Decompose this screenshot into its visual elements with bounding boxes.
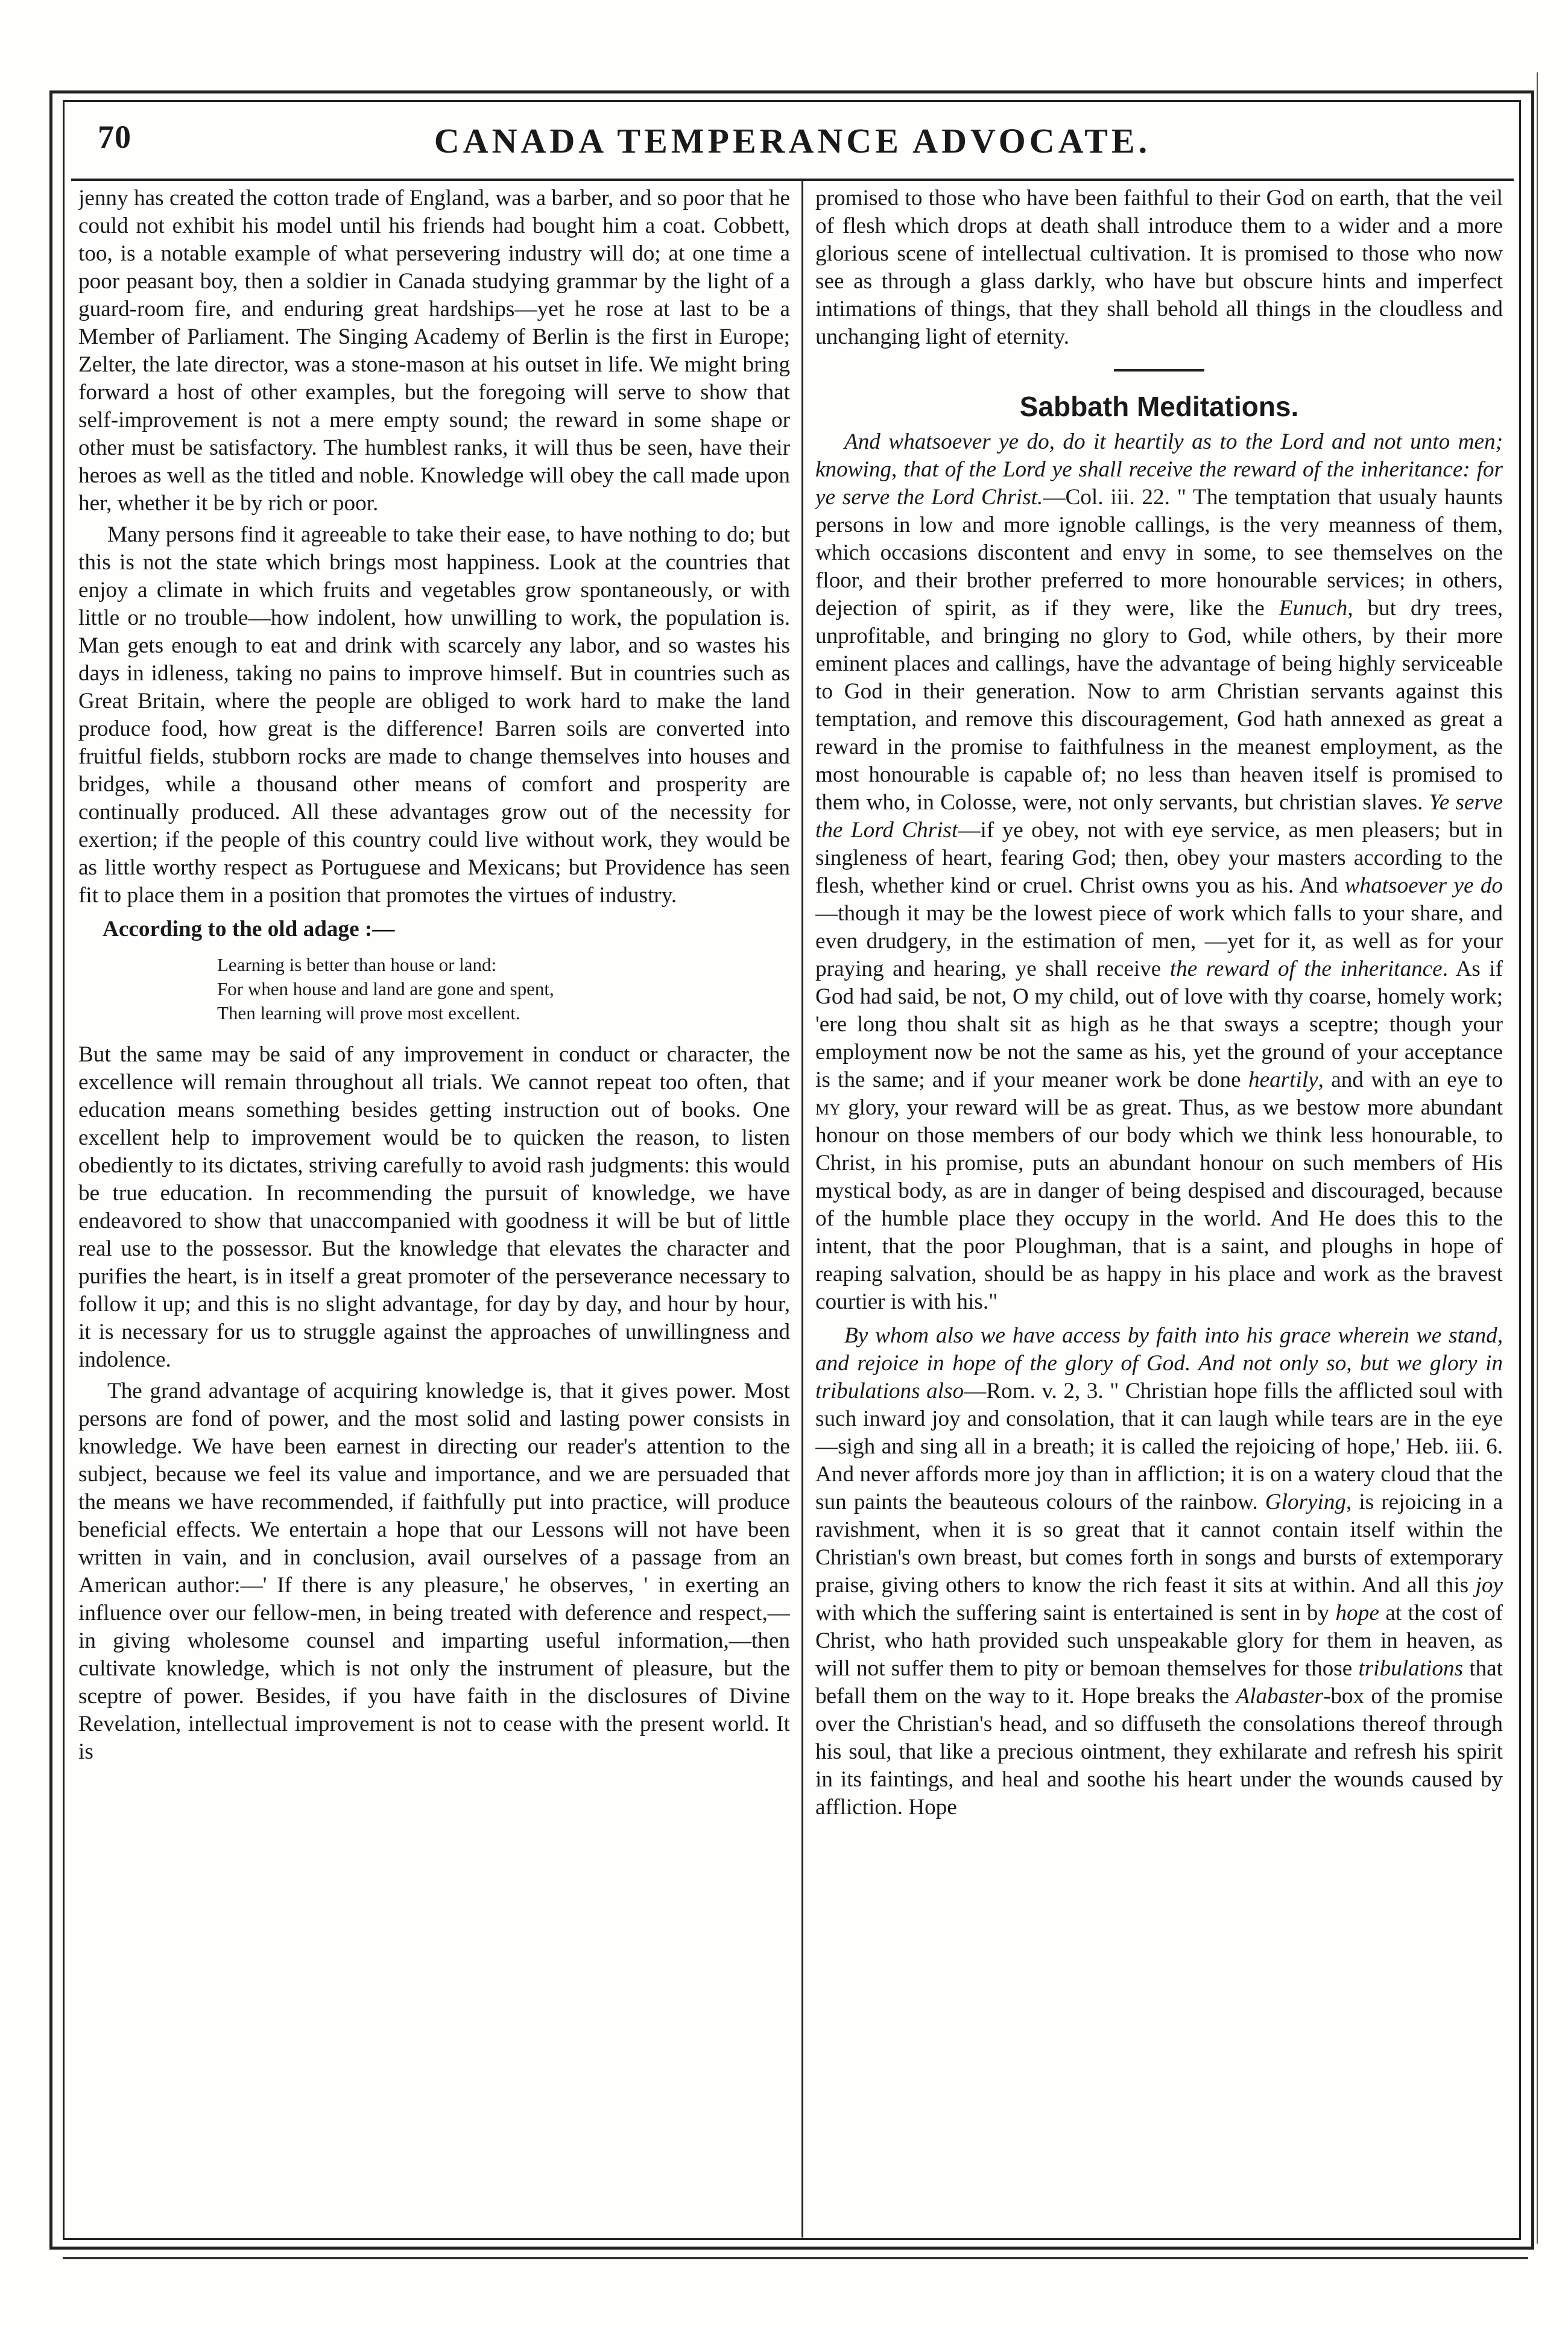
text-run: Glorying [1265, 1490, 1347, 1514]
text-run: " Christian hope fills the afflicted soul with such inward joy and consolation, that it can laugh while tears are in the eye —sigh and sing all in a breath; it is called the rejoicing of hope,' Heb. iii. 6. And never affords more joy than in affliction; it is on a watery cloud that the sun paints the beauteous colours of the rainbow. [815, 1379, 1503, 1514]
text-run: . As if God had said, be not, O my child, out of love with thy coarse, homely work; 'ere long thou shalt sit as high as he that sways a sceptre; though your employment now be not the same as his, yet the ground of your acceptance is the same; and if your meaner work be done [815, 957, 1503, 1092]
text-run: at the cost of Christ, who hath provided such unspeakable glory for them in heaven, as will not suffer them to pity or bemoan themselves for those [815, 1601, 1503, 1681]
section-divider [1114, 369, 1204, 372]
scripture-quote: And whatsoever ye do, do it heartily as to the Lord and not unto men; knowing, that of the Lord ye shall receive the reward of the inheritance: for ye serve the Lord Christ. [815, 429, 1503, 510]
paragraph: jenny has created the cotton trade of England, was a barber, and so poor that he could not exhibit his model until his friends had bought him a coat. Cobbett, too, is a notable example of what persevering industry will do; at one time a poor peasant boy, then a soldier in Canada studying grammar by the light of a guard-room fire, and enduring great hardships—yet he rose at last to be a Member of Parliament. The Singing Academy of Berlin is the first in Europe; Zelter, the late director, was a stone-mason at his outset in life. We might bring forward a host of other examples, but the foregoing will serve to show that self-improvement is not a mere empty sound; the reward in some shape or other must be satisfactory. The humblest ranks, it will thus be seen, have their heroes as well as the titled and noble. Knowledge will obey the call made upon her, whether it be by rich or poor. [78, 186, 790, 516]
text-run: tribulations [1358, 1656, 1464, 1681]
text-run: , and with an eye to [1318, 1068, 1503, 1092]
poem-line: Learning is better than house or land: [217, 954, 497, 975]
poem-line: Then learning will prove most excellent. [217, 1002, 520, 1023]
paragraph: But the same may be said of any improvement in conduct or character, the excellence will remain throughout all trials. We cannot repeat too often, that education means something besides getting instruction out of books. One excellent help to improvement would be to quicken the reason, to listen obediently to its dictates, striving carefully to avoid rash judgments: this would be true education. In recommending the pursuit of knowledge, we have endeavored to show that unaccompanied with goodness it will be but of little real use to the possessor. But the knowledge that elevates the character and purifies the heart, is in itself a great promoter of the perseverance necessary to follow it up; and this is no slight advantage, for day by day, and hour by hour, it is necessary for us to struggle against the approaches of unwillingness and indolence. [78, 1042, 790, 1372]
text-run: Ye serve the Lord Christ [815, 790, 1503, 843]
bottom-rule [63, 2257, 1528, 2259]
left-column [78, 185, 790, 2229]
section-title: Sabbath Meditations. [1019, 391, 1299, 422]
text-run: -box of the promise over the Christian's head, and so diffuseth the consolations thereof through his soul, that like a precious ointment, they exhilarate and refresh his spirit in its faintings, and heal and soothe his heart under the wounds caused by affliction. Hope [815, 1684, 1503, 1820]
text-run: that befall them on the way to it. Hope breaks the [815, 1656, 1503, 1709]
page-header [71, 110, 1514, 181]
text-run: heartily [1248, 1068, 1318, 1092]
text-run: the reward of the inheritance [1169, 957, 1443, 981]
poem-verse [217, 953, 790, 1025]
text-run: my [815, 1095, 841, 1120]
right-column [815, 185, 1503, 2229]
meditation-paragraph [815, 1322, 1503, 1821]
text-run: joy [1475, 1573, 1503, 1598]
text-run: Alabaster [1236, 1684, 1324, 1709]
text-run: —though it may be the lowest piece of work which falls to your share, and even drudgery, in the estimation of men, —yet for it, as well as for your praying and hearing, ye shall receive [815, 901, 1503, 981]
text-run: —if ye obey, not with eye service, as men pleasers; but in singleness of heart, fearing God; then, obey your masters according to the flesh, whether kind or cruel. Christ owns you as his. And [815, 818, 1503, 898]
text-run: Eunuch [1279, 596, 1348, 621]
text-run: with which the suffering saint is entertained is sent in by [815, 1601, 1336, 1625]
text-run: hope [1335, 1601, 1379, 1625]
text-run: , but dry trees, unprofitable, and bringing no glory to God, while others, by their more eminent places and callings, have the advantage of being highly serviceable to God in their generation. Now to arm Christian servants against this temptation, and remove this discouragement, God hath annexed as great a reward in the promise to faithfulness in the meanest employment, as the most honourable is capable of; no less than heaven itself is promised to them who, in Colosse, were, not only servants, but christian slaves. [815, 596, 1503, 815]
page-edge-shadow [1537, 72, 1556, 2244]
paragraph: Many persons find it agreeable to take their ease, to have nothing to do; but this is not the state which brings most happiness. Look at the countries that enjoy a climate in which fruits and vegetables grow spontaneously, or with little or no trouble—how indolent, how unwilling to work, the population is. Man gets enough to eat and drink with scarcely any labor, and so wastes his days in idleness, taking no pains to improve himself. But in countries such as Great Britain, where the people are obliged to work hard to make the land produce food, how great is the difference! Barren soils are converted into fruitful fields, stubborn rocks are made to change themselves into houses and bridges, while a thousand other means of comfort and prosperity are continually produced. All these advantages grow out of the necessity for exertion; if the people of this country could live without work, they would be as little worthy respect as Portuguese and Mexicans; but Providence has seen fit to place them in a position that promotes the virtues of industry. [78, 522, 790, 908]
meditation-paragraph [815, 428, 1503, 1316]
scripture-reference: —Rom. v. 2, 3. [964, 1379, 1104, 1403]
text-run: " The temptation that usualy haunts persons in low and more ignoble callings, is the very meanness of them, which occasions discontent and envy in some, to see themselves on the floor, and their brother preferred to more honourable services; in others, dejection of spirit, as if they were, like the [815, 485, 1503, 621]
text-run: whatsoever ye do [1344, 873, 1503, 898]
journal-title: CANADA TEMPERANCE ADVOCATE. [434, 121, 1151, 160]
column-divider [801, 181, 803, 2238]
text-run: glory, your reward will be as great. Thus, as we bestow more abundant honour on those members of our body which we think less honourable, to Christ, in his promise, puts an abundant honour on such members of His mystical body, as are in danger of being despised and discouraged, because of the humble place they occupy in the world. And He does this to the intent, that the poor Ploughman, that is a saint, and ploughs in hope of reaping salvation, should be as happy in his place and work as the bravest courtier is with his." [815, 1095, 1503, 1314]
paragraph: The grand advantage of acquiring knowledge is, that it gives power. Most persons are fond of power, and the most solid and lasting power consists in knowledge. We have been earnest in directing our reader's attention to the subject, because we feel its value and importance, and we are persuaded that the means we have recommended, if faithfully put into practice, will produce beneficial effects. We entertain a hope that our Lessons will not have been written in vain, and in conclusion, avail ourselves of a passage from an American author:—' If there is any pleasure,' he observes, ' in exerting an influence over our fellow-men, in being treated with deference and respect,—in giving wholesome counsel and imparting useful information,—then cultivate knowledge, which is not only the instrument of pleasure, but the sceptre of power. Besides, if you have faith in the disclosures of Divine Revelation, intellectual improvement is not to cease with the present world. It is [78, 1379, 790, 1764]
poem-line: For when house and land are gone and spent, [217, 978, 554, 999]
paragraph: promised to those who have been faithful to their God on earth, that the veil of flesh which drops at death shall introduce them to a wider and a more glorious scene of intellectual cultivation. It is promised to those who now see as through a glass darkly, who have but obscure hints and imperfect intimations of things, that they shall behold all things in the cloudless and unchanging light of eternity. [815, 186, 1503, 349]
scripture-quote: By whom also we have access by faith into his grace wherein we stand, and rejoice in hope of the glory of God. And not only so, but we glory in tribulations also [815, 1323, 1503, 1403]
page-number: 70 [98, 119, 131, 155]
scripture-reference: —Col. iii. 22. [1043, 485, 1170, 510]
text-run: , is rejoicing in a ravishment, when it is so great that it cannot contain itself within the Christian's own breast, but comes forth in songs and bursts of extemporary praise, giving others to know the rich feast it sits at within. And all this [815, 1490, 1503, 1598]
adage-intro: According to the old adage :— [103, 917, 395, 941]
